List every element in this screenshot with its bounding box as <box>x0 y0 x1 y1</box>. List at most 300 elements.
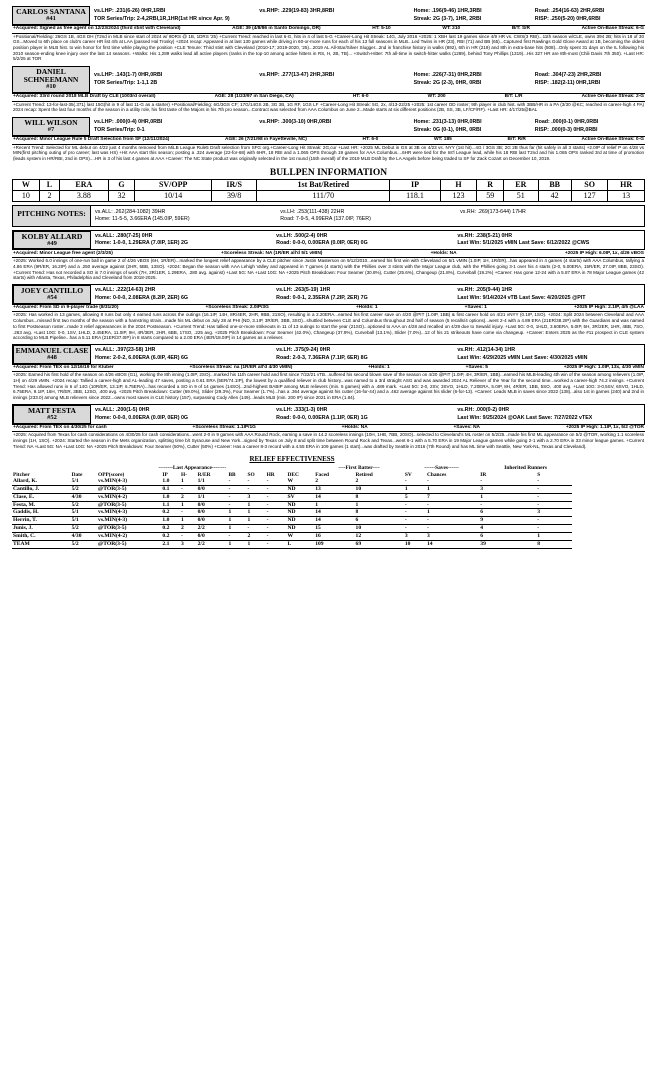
pitcher-name-box <box>13 231 91 250</box>
bio-item: +Acquired: Minor League Rule 5 Draft Selection from SF (12/11/2024) <box>13 137 170 143</box>
relief-cell: 15 <box>314 525 354 533</box>
relief-cell: - <box>180 486 197 494</box>
relief-row <box>12 486 572 494</box>
relief-cell: Smith, C. <box>12 532 71 540</box>
bullpen-header-row <box>13 180 645 191</box>
bio-item: AGE: 26 (7/21/98 in Fayetteville, NC) <box>225 137 307 143</box>
relief-row <box>12 525 572 533</box>
bullpen-col-header: ER <box>504 180 538 191</box>
player-bio-line <box>12 94 645 102</box>
relief-cell: - <box>536 517 572 525</box>
split-stat: RISP: .182(2-11) 0HR,1RBI <box>534 79 601 86</box>
bio-item: +Holds: NA <box>341 425 368 431</box>
relief-cell: 0.1 <box>161 486 180 494</box>
bio-item: +Scoreless Streak: na (1R/ER all'd 4/30 vMIN) <box>189 365 293 371</box>
relief-cell: 0.2 <box>161 509 180 517</box>
player-number: #7 <box>47 125 55 133</box>
relief-cell: 3 <box>426 532 479 540</box>
relief-cell: 2.1 <box>161 540 180 548</box>
split-stat <box>259 16 413 22</box>
bullpen-col-header: H <box>440 180 477 191</box>
pitcher-split-stat: vs.LH: .263(5-19) 1HR <box>276 287 331 294</box>
relief-cell: 1 <box>314 501 354 509</box>
bullpen-col-header: G <box>108 180 135 191</box>
relief-cell: 1 <box>404 486 426 494</box>
bio-item: B/T: R/R <box>507 137 526 143</box>
bio-item: AGE: 28 (1/23/97 in San Diego, CA) <box>214 94 294 100</box>
pitcher-split-stat: Home: 1-0-0, 1.29ERA (7.0IP, 1ER) 2G <box>95 240 189 247</box>
relief-cell: 16 <box>314 532 354 540</box>
relief-cell: 2 <box>355 478 404 485</box>
bio-item: +Holds: 1 <box>368 365 390 371</box>
bio-item: +Acquired: Minor League free agent (2/3/25) <box>13 250 113 256</box>
pitcher-header <box>12 344 645 365</box>
relief-row <box>12 493 572 501</box>
relief-cell: - <box>227 501 246 509</box>
pitcher-notes: +2025: Worked 6.0 innings of one-run ball in game 2 of 4/26 vBOS (6H, 1R/ER)...marked the longest relief appearance by a CLE pitcher since Justin Masterson on 9/12/2010...earned his first win with Cleveland on 5/1 vMIN (1.0IP, 1H, 1R/ER)...has appeared in 4 games (4 starts) with AAA Columbus, tallying a 4.86 ERA (9R/ER, 16.2IP) and a .250 average against (2HR, 5BB, 13SO). +2024: Began the season with AAA Lehigh Valley and appeared in 7 games (4 starts) with the Phillies over 3 stints with the Major League club, with the Phillies going 3-1 over his 4 starts (2-0, 5.00ERA, 15R/ER, 27.0IP, 8BB, 23SO). +Current Trend: Has not recorded a SO in 7.0 innings of work (7H, 2R/1ER, 1.29ERA, .280 avg. against) +Last 5G: NA +Last 10G: NA +2025 Pitch Breakdown: Four Seamer (30.8%), Cutter (25.6%), Changeup (21.8%), Curveball (19.2%) +Career: Has gone 12-24 with a 5.87 ERA in 78 Major League games (42 starts) with Atlanta, Texas, Philadelphia and Cleveland from 2018-2025. <box>13 258 644 281</box>
pitcher-split-stat: Home: 2-0-2, 6.00ERA (6.0IP, 4ER) 6G <box>95 354 189 361</box>
relief-cell: Junis, J. <box>12 525 71 533</box>
bullpen-value: 10/14 <box>135 190 212 201</box>
relief-cell: 6 <box>479 532 536 540</box>
hitters-section <box>12 6 645 166</box>
relief-cell: - <box>536 525 572 533</box>
relief-col-header: Pitcher <box>13 471 30 478</box>
relief-cell: 0/0 <box>197 509 228 517</box>
relief-col-header: H- <box>181 471 188 478</box>
bullpen-col-header: 1st Bat/Retired <box>257 180 390 191</box>
relief-cell: 2 <box>180 493 197 501</box>
relief-cell: Festa, M. <box>12 501 71 509</box>
relief-cell: 8 <box>355 493 404 501</box>
relief-cell: vs.MIN(4-2) <box>97 532 161 540</box>
player-name-box <box>12 117 90 136</box>
relief-cell: - <box>227 478 246 485</box>
pitcher-splits <box>91 405 644 424</box>
pitcher-split-stat: vs.RH: .000(0-2) 0HR <box>457 407 510 414</box>
relief-cell: SV <box>286 493 314 501</box>
relief-cell: 1 <box>426 486 479 494</box>
pitcher-splits <box>91 231 644 250</box>
split-stat: vs.RHP: .300(3-10) 0HR,0RBI <box>259 119 332 126</box>
bullpen-value: 123 <box>440 190 477 201</box>
player-name: WILL WILSON <box>24 117 78 127</box>
relief-cell: 1 <box>426 509 479 517</box>
relief-row <box>12 509 572 517</box>
pitcher-split-stat: Last Win: 5/1/2025 vMIN Last Save: 6/12/2022 @CWS <box>457 240 590 247</box>
bio-item: +2025 IP High: 1.0IP, 13x, 4/30 vMIN <box>563 365 644 371</box>
split-stat: Streak: 2G (2-3), 0HR, 0RBI <box>413 79 482 86</box>
pitching-notes-splits <box>91 206 644 226</box>
bio-item: +Scoreless Streak: NA (1R/ER all'd 5/1 vMIN) <box>221 250 323 256</box>
bio-item: Active On-Base Streak: 2-G <box>581 94 644 100</box>
bullpen-col-header: SV/OPP <box>135 180 212 191</box>
bullpen-value: 32 <box>108 190 135 201</box>
relief-cell: - <box>266 517 287 525</box>
split-stat: TOR Series/Trip: 0-1 <box>94 126 145 133</box>
bio-item: +Scoreless Streak: 1.1IP/1G <box>192 425 256 431</box>
relief-cell: 1 <box>227 517 246 525</box>
relief-cell: 2/2 <box>197 525 228 533</box>
relief-cell: 3 <box>247 493 266 501</box>
bullpen-col-header: L <box>39 180 59 191</box>
pitching-split: Home: 11-5-5, 3.66ERA (145.0IP, 59ER) <box>95 216 190 223</box>
player-splits <box>90 117 645 136</box>
player-splits <box>90 66 645 93</box>
split-stat: Streak: 2G (3-7), 1HR, 2RBI <box>413 15 482 22</box>
relief-cell: 1.0 <box>161 493 180 501</box>
relief-cell: ND <box>286 517 314 525</box>
relief-cell: - <box>426 517 479 525</box>
bio-item: +Scoreless Streak: 2.0IP/3G <box>205 305 269 311</box>
pitcher-split-stat: vs.ALL: .222(14-63) 2HR <box>95 287 156 294</box>
relief-cell: ND <box>286 525 314 533</box>
relief-col-header: IR <box>480 471 487 478</box>
relief-cell: 12 <box>355 532 404 540</box>
relief-cell: L <box>286 540 314 548</box>
bullpen-table <box>12 179 645 202</box>
bullpen-value: 111/70 <box>257 190 390 201</box>
player-name-box <box>12 66 90 93</box>
relief-cell: 6 <box>355 517 404 525</box>
relief-cell: - <box>266 478 287 485</box>
relief-body <box>12 478 572 548</box>
pitcher-splits <box>91 285 644 304</box>
relief-cell: TEAM <box>12 540 71 548</box>
pitcher-notes: +2025: Has worked in 13 games, allowing 8 runs but only 4 earned runs across the outings (16.1IP, 14H, 8R/4ER, 2HR, 9BB, 21SO), resulting in a 2.20ERA...earned his first career save on 4/20 @PIT (1.0IP, 1BB) & first career hold on 4/21 vNYY (0.1IP, 1SO). +2024: Split 2024 between Cleveland and AAA Columbus...missed first two months of the season with a hamstring strain...made his ML debut on July 28 at PHI (ND, 3.1IP, 3R/ER, 3BB, 3SO)...shuttled between CLE and Columbus throughout 2nd half of season (5 recalls/4 options)...went 2-4 with a 4.89 ERA (21ER/38.2IP) with the Guardians and was named to first Postseason roster...made 3 relief appearances in the 2024 Postseason. +Current Trend: Has tallied one-or-more strikeouts in 11 of 13 outings to start the year (21SO)...optioned to AAA on 4/28 and recalled on 4/29 due to Sewald injury. +Last 5G: 0-0, 1HLD, 3.60ERA, 5.0IP, 5H, 3R/2ER, 1HR, 4BB, 7SO, .263 avg. +Last 10G: 0-0, 1SV, 1HLD, 2.45ERA, 11.0IP, 9H, 4R/3ER, 2HR, 6BB, 17SO, .225 avg. +2025 Pitch Breakdown: Four Seamer (42.0%), Changeup (37.9%), Curveball (13.1%), Slider (7.0%)...12 of his 21 strikeouts have come via changeup. +Career: Enters 2025 as the #11 prospect in CLE system according to MLB Pipeline...has a 5.11 ERA (21ER/37.0IP) in 8 starts compared to a 2.00 ERA (4ER/18.0IP) in 14 games as a reliever. <box>13 312 644 341</box>
relief-cell: 1 <box>536 532 572 540</box>
relief-col-header: OPP(score) <box>98 471 125 478</box>
bio-item: Active On-Base Streak: 0-G <box>581 137 644 143</box>
relief-cell: - <box>536 478 572 485</box>
pitching-notes <box>12 205 645 227</box>
player-bio-line <box>12 137 645 145</box>
relief-group-first-batter: ----First Batter---- <box>338 465 380 471</box>
relief-cell: 69 <box>355 540 404 548</box>
split-stat: Home: .196(9-46) 1HR,3RBI <box>413 8 482 15</box>
pitcher-split-stat: vs.LH: .333(1-3) 0HR <box>276 407 328 414</box>
relief-cell: 3 <box>479 486 536 494</box>
split-stat <box>259 80 413 86</box>
relief-col-header: BB <box>228 471 236 478</box>
split-stat: vs.LHP: .143(1-7) 0HR,0RBI <box>94 72 163 79</box>
relief-cell: 2 <box>180 525 197 533</box>
relief-col-header: HR <box>266 471 275 478</box>
player-name-box <box>12 6 90 25</box>
pitcher-bio-line <box>12 365 645 373</box>
bio-item: B/T: L/R <box>504 94 523 100</box>
bio-item: +Acquired: From TEX on 12/16/19 for Kluber <box>13 365 114 371</box>
bio-item: WT: 200 <box>427 94 446 100</box>
relief-cell: 1 <box>180 501 197 509</box>
relief-row <box>12 540 572 548</box>
relief-col-header: Retired <box>355 471 373 478</box>
pitcher-split-stat: Road: 2-0-3, 7.36ERA (7.1IP, 6ER) 8G <box>276 354 368 361</box>
relief-col-header: S <box>537 471 541 478</box>
player-number: #10 <box>46 82 56 90</box>
relief-cell: Allard, K. <box>12 478 71 485</box>
pitcher-split-stat: vs.LH: .500(2-4) 0HR <box>276 232 328 239</box>
bio-item: +Saves: 1 <box>464 305 487 311</box>
bio-item: Active On-Base Streak: 6-G <box>581 26 644 32</box>
relief-cell: W <box>286 532 314 540</box>
relief-cell: 10 <box>355 525 404 533</box>
relief-cell: 14 <box>314 493 354 501</box>
relief-cell: 10 <box>355 486 404 494</box>
relief-cell: vs.MIN(4-3) <box>97 478 161 485</box>
split-stat: Home: .231(3-13) 0HR,0RBI <box>413 119 482 126</box>
relief-cell: 5/2 <box>71 486 97 494</box>
relief-cell: 1 <box>247 540 266 548</box>
player-name: DANIEL SCHNEEMANN <box>23 66 79 84</box>
relief-cell: 39 <box>479 540 536 548</box>
pitcher-header <box>12 284 645 305</box>
relief-cell: - <box>227 486 246 494</box>
relief-cell: 10 <box>404 540 426 548</box>
relief-cell: vs.MIN(4-3) <box>97 517 161 525</box>
relief-cell: - <box>247 486 266 494</box>
bio-item: +Acquired: Signed as free agent on 12/23/2024 (third stint with Cleveland) <box>13 26 181 32</box>
relief-cell: 1.0 <box>161 478 180 485</box>
bullpen-value: 127 <box>571 190 608 201</box>
bio-item: HT: 6-0 <box>362 137 379 143</box>
relief-cell: - <box>479 478 536 485</box>
relief-col-header: SV <box>404 471 412 478</box>
relief-cell: W <box>286 478 314 485</box>
pitcher-split-stat: Road: 0-0-0, 0.00ERA (0.0IP, 0ER) 0G <box>276 240 368 247</box>
pitching-split: vs.LH: .253(111-438) 22HR <box>280 208 345 215</box>
relief-cell: - <box>404 517 426 525</box>
pitcher-split-stat: Road: 0-0-0, 0.00ERA (1.1IP, 0ER) 1G <box>276 414 368 421</box>
relief-cell: 1 <box>247 509 266 517</box>
pitcher-split-stat: Last Win: 4/29/2025 vMIN Last Save: 4/30/2025 vMIN <box>457 354 588 361</box>
relief-row <box>12 517 572 525</box>
relief-cell: 5/2 <box>71 540 97 548</box>
bullpen-col-header: W <box>13 180 40 191</box>
pitcher-block <box>12 230 645 281</box>
pitcher-split-stat: Last Win: 9/14/2024 vTB Last Save: 4/20/2025 @PIT <box>457 294 586 301</box>
bio-item: +2025 IP High: 6.0IP, 1x, 4/26 vBOS <box>564 250 644 256</box>
pitcher-notes: +2025: Earned his first hold of the season on 4/26 vBOS (G1), working the 8th inning (1.0IP, 2SO)...marked his 11th career hold and first since 7/22/21 vTB...suffered his second blown save of the season on 4/20 @PIT (1.0IP, 4H, 3R/ER, 1BB)...earned his MLB-leading 4th win of the season among relievers (1.0IP, 1H) on 4/29 vMIN. +2024 recap: Tallied a career-high and AL-leading 47 saves, posting a 0.61 ERA (5ER/74.1IP), the lowest by a qualified reliever in club history...was named to a 3rd straight ASG and was awarded 2024 AL Reliever of the Year for the second time...worked a career-high 74.2 innings. +Current Trend: Has allowed runs in 6 of 14G (10R/ER, 13.1IP, 6.75ERA)...has recorded a SO in 9 of 14 games (14SO)...2nd-highest BABIP among MLB relievers (min. 5 games) with a .489 mark. +Last 5G: 2-0, 2SV, 3SVO, 1HLD, 7.20ERA, 5.0IP, 8H, 4R/ER, 1BB, 5SO, .400 avg. +Last 10G: 3-0,5SV, 6SVO, 1HLD, 6.75ERA, 9.1IP, 16H, 7R/ER, 3BB, 12SO, .400 avg. +2025 Pitch Breakdown: Cutter (69.0%), Slider (29.3%), Four Seamer (1.7%)...has a .364 average against his cutter (16-for-44) and a .462 average against his slider (6-for-13). +Career: Leads MLB in saves since 2022 (138)...also 1st in games (240) and 2nd in innings (233.0) among MLB relievers since 2022...owns most saves in CLE history (157), surpassing Cody Allen (149)...leads MLB (min. 200 IP) since 2021 in ERA (1.84). <box>13 372 644 401</box>
pitcher-name-box <box>13 285 91 304</box>
relief-cell: 9 <box>479 517 536 525</box>
split-stat: TOR Series/Trip: 2-4,2RBI,1R,1HR(1st HR since Apr. 9) <box>94 15 230 22</box>
relief-cell: 1 <box>479 493 536 501</box>
split-stat: Streak: 0G (0-1), 0HR, 0RBI <box>413 126 482 133</box>
relief-cell: - <box>536 493 572 501</box>
split-stat: TOR Series/Trip: 1-1,1 2B <box>94 79 158 86</box>
relief-cell: 1 <box>180 478 197 485</box>
relief-cell: 3 <box>536 509 572 517</box>
relief-cell: 4/30 <box>71 532 97 540</box>
relief-cell: 1 <box>227 540 246 548</box>
relief-cell: - <box>404 478 426 485</box>
pitching-split: vs.ALL: .262(284-1082) 39HR <box>95 208 166 215</box>
pitcher-name: MATT FESTA <box>28 405 76 415</box>
pitcher-name: JOEY CANTILLO <box>20 285 84 295</box>
bullpen-value: 2 <box>39 190 59 201</box>
bullpen-title: BULLPEN INFORMATION <box>269 167 388 178</box>
pitcher-header <box>12 230 645 251</box>
bio-item: WT: 185 <box>433 137 452 143</box>
bullpen-value: 13 <box>608 190 645 201</box>
pitcher-block <box>12 404 645 450</box>
relief-cell: - <box>404 509 426 517</box>
relief-title: RELIEF EFFECTIVENESS <box>249 455 335 464</box>
pitcher-split-stat: Road: 0-0-1, 2.35ERA (7.2IP, 2ER) 7G <box>276 294 368 301</box>
relief-cell: - <box>266 540 287 548</box>
relief-cell: 1 <box>180 517 197 525</box>
relief-cell: @TOR(3-5) <box>97 486 161 494</box>
relief-col-header: SO <box>247 471 255 478</box>
relief-cell: @TOR(3-5) <box>97 501 161 509</box>
bullpen-values-row <box>13 190 645 201</box>
pitcher-split-stat: Home: 0-0-0, 0.00ERA (0.0IP, 0ER) 0G <box>95 414 189 421</box>
relief-cell: - <box>479 501 536 509</box>
pitcher-splits <box>91 345 644 364</box>
relief-cell: 1.0 <box>161 517 180 525</box>
split-stat: vs.LHP: .231(6-26) 0HR,1RBI <box>94 8 166 15</box>
relief-cell: ND <box>286 501 314 509</box>
relief-row <box>12 478 572 485</box>
player-header <box>12 117 645 137</box>
relief-cell: - <box>404 501 426 509</box>
relief-cell: - <box>426 525 479 533</box>
bio-item: +2025 IP High: 2.1IP, 4/5 @LAA <box>573 305 644 311</box>
split-stat: Road: .254(16-63) 2HR,6RBI <box>534 8 605 15</box>
relief-cell: - <box>536 501 572 509</box>
pitching-notes-label: PITCHING NOTES: <box>13 206 91 226</box>
pitcher-name: EMMANUEL CLASE <box>15 345 89 355</box>
relief-col-header: R/ER <box>197 471 211 478</box>
relief-cell: 0.2 <box>161 525 180 533</box>
bio-item: +Saves: 5 <box>465 365 488 371</box>
player-header <box>12 66 645 94</box>
pitching-split: Road: 7-9-5, 4.99ERA (137.0IP, 76ER) <box>280 216 371 223</box>
bio-item: +Acquired: From TEX on 4/30/25 for cash <box>13 425 107 431</box>
relief-cell: ND <box>286 486 314 494</box>
relief-group-last-appearance: --------Last Appearance-------- <box>158 465 227 471</box>
relief-cell: 13 <box>314 486 354 494</box>
bullpen-value: 3.88 <box>60 190 108 201</box>
relief-row <box>12 532 572 540</box>
relief-group-inherited: Inherited Runners <box>504 465 547 471</box>
pitcher-split-stat: vs.RH: .238(5-21) 0HR <box>457 232 513 239</box>
relief-col-header: Chances <box>426 471 447 478</box>
relief-cell: - <box>266 501 287 509</box>
relief-effectiveness <box>12 455 572 548</box>
relief-cell: 4 <box>479 525 536 533</box>
relief-cell: 0/0 <box>197 532 228 540</box>
bullpen-col-header: SO <box>571 180 608 191</box>
relief-cell: - <box>266 525 287 533</box>
relief-cell: 14 <box>426 540 479 548</box>
relief-cell: 3 <box>404 532 426 540</box>
pitcher-number: #49 <box>47 239 57 247</box>
split-stat: RISP: .250(5-20) 0HR,6RBI <box>534 15 601 22</box>
bullpen-col-header: IR/S <box>212 180 257 191</box>
split-stat: vs.RHP: .277(13-47) 2HR,3RBI <box>259 72 335 79</box>
pitcher-bio-line <box>12 305 645 313</box>
bio-item: +Holds: 1 <box>355 305 378 311</box>
bullpen-value: 118.1 <box>390 190 440 201</box>
relief-cell: 1 <box>227 525 246 533</box>
pitcher-split-stat: vs.RH: .205(9-44) 1HR <box>457 287 513 294</box>
relief-cell: Gaddis, H. <box>12 509 71 517</box>
relief-cell: 1 <box>227 509 246 517</box>
relief-cell: 109 <box>314 540 354 548</box>
relief-cell: 6 <box>479 509 536 517</box>
relief-cell: - <box>227 493 246 501</box>
relief-cell: 1/1 <box>197 493 228 501</box>
relief-cell: - <box>180 532 197 540</box>
relief-col-header: Faced <box>315 471 329 478</box>
player-header <box>12 6 645 26</box>
pitcher-name: KOLBY ALLARD <box>21 231 83 241</box>
relief-cell: 0/0 <box>197 486 228 494</box>
bullpen-value: 59 <box>477 190 504 201</box>
pitcher-bio-line <box>12 250 645 258</box>
relief-cell: Cantillo, J. <box>12 486 71 494</box>
pitcher-split-stat: vs.LH: .375(9-24) 0HR <box>276 347 331 354</box>
relief-cell: 2 <box>247 532 266 540</box>
bio-item: WT: 210 <box>442 26 461 32</box>
relief-group-header <box>12 465 572 472</box>
bullpen-col-header: HR <box>608 180 645 191</box>
relief-cell: - <box>266 532 287 540</box>
pitcher-block <box>12 344 645 401</box>
spacer <box>12 162 645 166</box>
relief-cell: 14 <box>314 509 354 517</box>
relief-cell: 7 <box>426 493 479 501</box>
split-stat: Road: .000(0-1) 0HR,0RBI <box>534 119 599 126</box>
pitcher-block <box>12 284 645 341</box>
bullpen-value: 51 <box>504 190 538 201</box>
split-stat: vs.RHP: .229(19-83) 3HR,8RBI <box>259 8 335 15</box>
relief-cell: - <box>247 525 266 533</box>
relief-cell: - <box>426 478 479 485</box>
pitcher-split-stat: vs.ALL: .397(23-58) 1HR <box>95 347 156 354</box>
relief-cell: 5/2 <box>71 501 97 509</box>
bio-item: +Holds: NA <box>430 250 457 256</box>
relief-cell: 1 <box>247 517 266 525</box>
relief-cell: - <box>426 501 479 509</box>
relief-cell: 14 <box>314 517 354 525</box>
split-stat: RISP: .000(0-3) 0HR,0RBI <box>534 126 598 133</box>
split-stat <box>259 127 413 133</box>
bio-item: +Acquired: From SD in 9-player trade (8/31/20) <box>13 305 119 311</box>
relief-cell: - <box>247 478 266 485</box>
relief-cell: 0/0 <box>197 501 228 509</box>
relief-cell: 0/0 <box>197 517 228 525</box>
player-splits <box>90 6 645 25</box>
relief-cell: Herrin, T. <box>12 517 71 525</box>
relief-col-header: DEC <box>287 471 299 478</box>
pitcher-name-box <box>13 345 91 364</box>
split-stat: Home: .226(7-31) 0HR,2RBI <box>413 72 482 79</box>
relief-cell: 5 <box>404 493 426 501</box>
relief-cell: 5/2 <box>71 525 97 533</box>
pitcher-notes: +2025: Acquired from Texas for cash considerations on 4/30/25 for cash considerations...went 2-0 in 9 games with AAA Round Rock, earning a save in 14.2 scoreless innings (10H, 1HB, 7BB, 20SO)...selected to Cleveland's ML roster on 5/2/25...made his first ML appearance on 5/2 @TOR, working 1.1 scoreless innings (1H, 1SO). +2024: Started the season in the Mets organization, splitting time b/t Syracuse and New York...signed by Texas on July 8 and split time between Round Rock and Texas...went 6-1 with a 5.70 ERA in 19 Major League games while going 2-1 with a 2.70 ERA in 33 minor league games. +Current Trend: NA +Last 5G: NA +Last 10G: NA +2025 Pitch Breakdown: Four Seamer (50%), Cutter (50%) +Career: Has a career 8-3 record with a 4.55 ERA in 109 games (1 start)...was drafted by Seattle in 2016 (7th Round) and has ML time with Seattle, New York-NL, Texas and Cleveland). <box>13 432 644 449</box>
bullpen-col-header: ERA <box>60 180 108 191</box>
relief-cell: 1.1 <box>161 501 180 509</box>
relief-cell: - <box>227 532 246 540</box>
bullpen-col-header: IP <box>390 180 440 191</box>
relief-cell: @TOR(3-5) <box>97 540 161 548</box>
pitcher-split-stat: vs.ALL: .200(1-5) 0HR <box>95 407 150 414</box>
relief-cell: 5/1 <box>71 517 97 525</box>
pitcher-name-box <box>13 405 91 424</box>
